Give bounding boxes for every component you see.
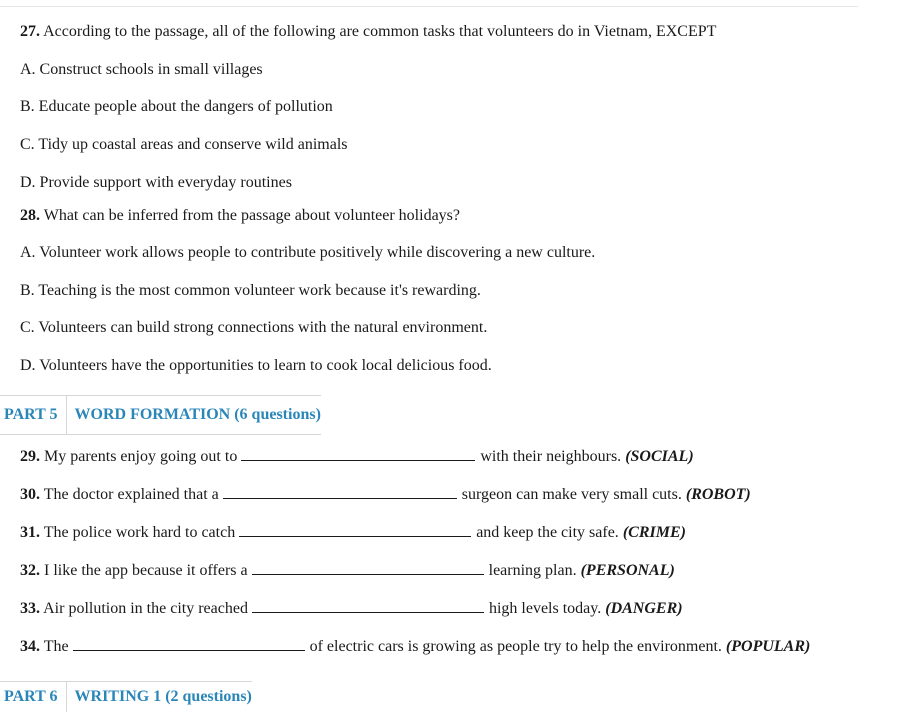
- sentence-before: The police work hard to catch: [43, 524, 236, 541]
- question-28: [20, 206, 460, 226]
- part-title: WORD FORMATION (6 questions): [74, 406, 321, 423]
- top-divider: [0, 6, 858, 7]
- root-word-hint: (ROBOT): [685, 486, 751, 503]
- sentence-after: and keep the city safe.: [476, 524, 619, 541]
- question-number: 30.: [20, 486, 40, 503]
- question-number: 28.: [20, 207, 40, 224]
- q27-option-a: A. Construct schools in small villages: [20, 61, 263, 78]
- question-27: [20, 22, 716, 42]
- question-number: 34.: [20, 638, 40, 655]
- question-number: 32.: [20, 562, 40, 579]
- answer-blank[interactable]: [73, 636, 305, 651]
- question-29: [20, 446, 694, 467]
- root-word-hint: (PERSONAL): [580, 562, 675, 579]
- question-32: [20, 560, 675, 581]
- root-word-hint: (POPULAR): [725, 638, 811, 655]
- part-label: PART 6: [0, 682, 67, 712]
- sentence-after: with their neighbours.: [480, 448, 622, 465]
- root-word-hint: (DANGER): [605, 600, 683, 617]
- sentence-before: Air pollution in the city reached: [43, 600, 248, 617]
- sentence-before: My parents enjoy going out to: [44, 448, 238, 465]
- question-31: [20, 522, 686, 543]
- question-30: [20, 484, 751, 505]
- answer-blank[interactable]: [241, 446, 475, 461]
- sentence-after: of electric cars is growing as people try to help the environment.: [309, 638, 722, 655]
- q28-option-d: D. Volunteers have the opportunities to learn to cook local delicious food.: [20, 357, 492, 374]
- sentence-before: The doctor explained that a: [43, 486, 219, 503]
- sentence-after: high levels today.: [488, 600, 602, 617]
- q28-option-a: A. Volunteer work allows people to contribute positively while discovering a new culture.: [20, 244, 596, 261]
- answer-blank[interactable]: [239, 522, 471, 537]
- answer-blank[interactable]: [223, 484, 457, 499]
- root-word-hint: (SOCIAL): [625, 448, 694, 465]
- q28-option-c: C. Volunteers can build strong connections with the natural environment.: [20, 319, 488, 336]
- q27-option-c: C. Tidy up coastal areas and conserve wild animals: [20, 136, 348, 153]
- question-number: 27.: [20, 23, 40, 40]
- sentence-after: learning plan.: [488, 562, 577, 579]
- q27-option-d: D. Provide support with everyday routines: [20, 174, 292, 191]
- part-5-header: [0, 395, 321, 435]
- question-34: [20, 636, 810, 657]
- q27-option-b: B. Educate people about the dangers of pollution: [20, 98, 333, 115]
- root-word-hint: (CRIME): [622, 524, 686, 541]
- question-text: According to the passage, all of the following are common tasks that volunteers do in Vietnam, EXCEPT: [43, 23, 717, 40]
- sentence-before: I like the app because it offers a: [44, 562, 248, 579]
- part-label: PART 5: [0, 396, 67, 434]
- q28-option-b: B. Teaching is the most common volunteer work because it's rewarding.: [20, 282, 481, 299]
- part-title: WRITING 1 (2 questions): [74, 688, 252, 705]
- part-6-header: [0, 681, 252, 712]
- question-number: 31.: [20, 524, 40, 541]
- answer-blank[interactable]: [252, 560, 484, 575]
- question-number: 29.: [20, 448, 40, 465]
- question-number: 33.: [20, 600, 40, 617]
- question-33: [20, 598, 683, 619]
- answer-blank[interactable]: [252, 598, 484, 613]
- question-text: What can be inferred from the passage about volunteer holidays?: [43, 207, 460, 224]
- sentence-before: The: [43, 638, 69, 655]
- sentence-after: surgeon can make very small cuts.: [461, 486, 682, 503]
